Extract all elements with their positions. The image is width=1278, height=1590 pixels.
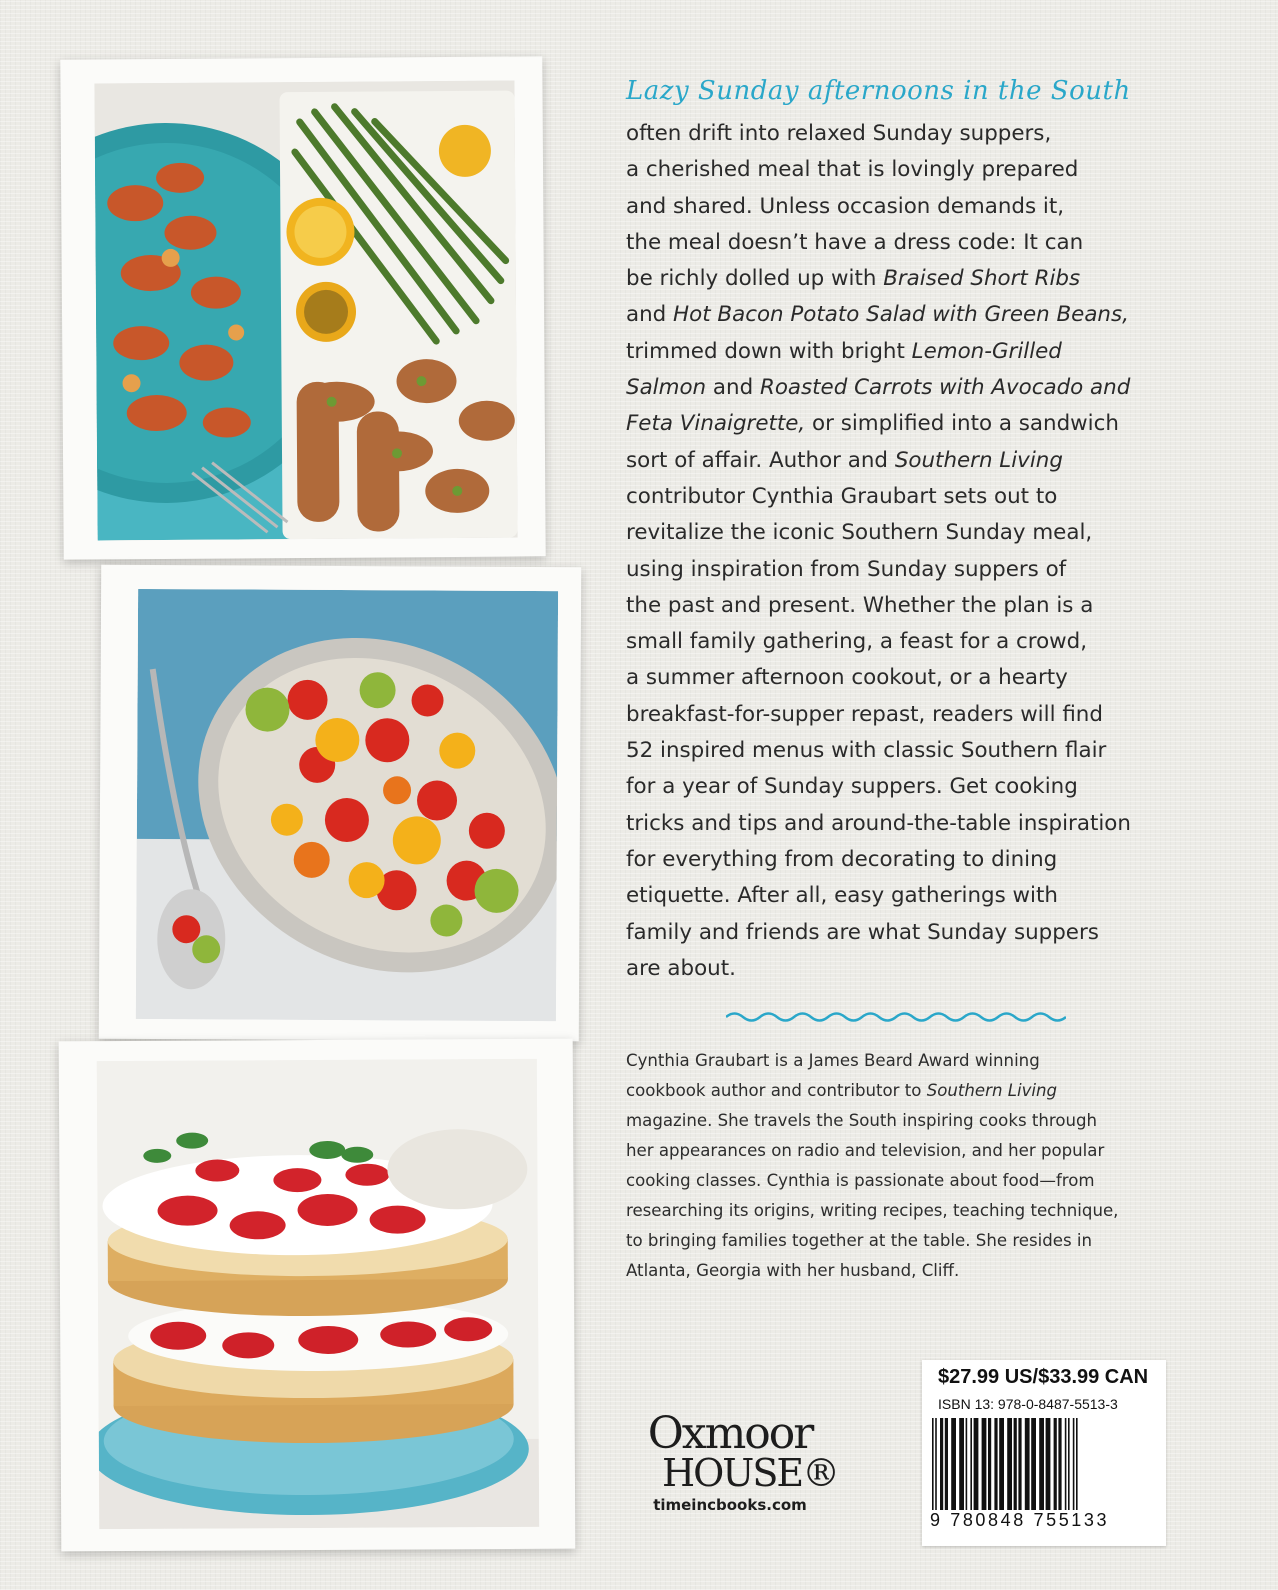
text-segment: trimmed down with bright (626, 338, 912, 364)
grilled-platter-photo (94, 81, 517, 541)
body-copy-line (626, 806, 1246, 842)
body-copy-line (626, 297, 1246, 333)
bio-line (626, 1166, 1186, 1196)
text-segment: for a year of Sunday suppers. Get cooking (626, 774, 1078, 800)
text-segment: using inspiration from Sunday suppers of (626, 556, 1067, 582)
barcode-digits: 9 780848 755133 (930, 1510, 1110, 1530)
barcode-bar (1076, 1418, 1078, 1510)
barcode-bar (1046, 1418, 1051, 1510)
text-segment: and (626, 302, 674, 328)
body-copy-line (626, 552, 1246, 588)
barcode-bar (966, 1418, 968, 1510)
isbn-label: ISBN 13: 978-0-8487-5513-3 (938, 1396, 1118, 1412)
body-copy-line (626, 660, 1246, 696)
author-bio (626, 1046, 1186, 1286)
barcode-bar (935, 1418, 937, 1510)
barcode-bar (982, 1418, 987, 1510)
barcode-bar (988, 1418, 991, 1510)
barcode-bar (1031, 1418, 1036, 1510)
barcode-bar (945, 1418, 948, 1510)
logo-bottom-text: HOUSE® (662, 1451, 839, 1495)
barcode-bar (974, 1418, 979, 1510)
bio-line (626, 1226, 1186, 1256)
italic-title-text: Southern Living (926, 1081, 1058, 1100)
bio-line (626, 1196, 1186, 1226)
barcode-bar (932, 1418, 934, 1510)
text-segment: to bringing families together at the table. She resides in (626, 1231, 1093, 1250)
body-copy-line (626, 261, 1246, 297)
text-segment: sort of affair. Author and (626, 447, 895, 473)
bio-line (626, 1106, 1186, 1136)
body-copy-line (626, 443, 1246, 479)
text-segment: for everything from decorating to dining (626, 846, 1058, 872)
body-copy-line (626, 624, 1246, 660)
barcode-bar (1039, 1418, 1044, 1510)
body-copy-line (626, 878, 1246, 914)
body-copy-line (626, 189, 1246, 225)
barcode-image (930, 1418, 1158, 1514)
barcode-bar (1058, 1418, 1061, 1510)
text-segment: a cherished meal that is lovingly prepared (626, 157, 1079, 183)
text-segment: 52 inspired menus with classic Southern flair (626, 738, 1107, 764)
text-segment: cookbook author and contributor to (626, 1081, 927, 1100)
text-segment: Cynthia Graubart is a James Beard Award winning (626, 1051, 1040, 1070)
barcode-bar (1073, 1418, 1075, 1510)
body-copy-line (626, 733, 1246, 769)
italic-title-text: Hot Bacon Potato Salad with Green Beans, (673, 302, 1129, 328)
text-segment: magazine. She travels the South inspiring cooks through (626, 1111, 1098, 1130)
text-segment: Atlanta, Georgia with her husband, Cliff. (626, 1261, 960, 1280)
photo-frame-tomato-salad (99, 565, 581, 1042)
lead-script-heading: Lazy Sunday afternoons in the South (626, 76, 1131, 106)
barcode-bar (1068, 1418, 1070, 1510)
barcode-bar (1025, 1418, 1030, 1510)
text-segment: and (706, 375, 760, 401)
body-copy-line (626, 370, 1246, 406)
barcode-bar (994, 1418, 997, 1510)
italic-title-text: Salmon (626, 375, 707, 401)
text-segment: a summer afternoon cookout, or a hearty (626, 665, 1068, 691)
barcode-bar (1054, 1418, 1057, 1510)
photo-frame-shortcake (59, 1039, 576, 1552)
body-copy-line (626, 951, 1246, 987)
italic-title-text: Roasted Carrots with Avocado and (759, 375, 1131, 401)
text-segment: family and friends are what Sunday suppers (626, 919, 1099, 945)
italic-title-text: Feta Vinaigrette, (626, 411, 806, 437)
body-copy-line (626, 116, 1246, 152)
barcode-bar (1014, 1418, 1017, 1510)
text-segment: her appearances on radio and television, and her popular (626, 1141, 1105, 1160)
italic-title-text: Braised Short Ribs (883, 266, 1081, 292)
bio-line (626, 1136, 1186, 1166)
text-segment: the past and present. Whether the plan is a (626, 592, 1094, 618)
text-segment: revitalize the iconic Southern Sunday meal, (626, 520, 1093, 546)
text-segment: be richly dolled up with (626, 266, 884, 292)
text-segment: are about. (626, 955, 736, 981)
body-copy-line (626, 588, 1246, 624)
tomato-salad-photo (136, 589, 558, 1021)
body-copy-line (626, 842, 1246, 878)
bio-line (626, 1046, 1186, 1076)
body-copy-line (626, 515, 1246, 551)
body-copy-line (626, 769, 1246, 805)
text-segment: the meal doesn’t have a dress code: It can (626, 229, 1084, 255)
barcode-bar (951, 1418, 956, 1510)
shortcake-photo (97, 1059, 539, 1529)
price-label: $27.99 US/$33.99 CAN (938, 1366, 1149, 1388)
text-segment: tricks and tips and around-the-table inspiration (626, 810, 1131, 836)
body-copy-line (626, 225, 1246, 261)
body-copy-line (626, 334, 1246, 370)
body-copy-line (626, 915, 1246, 951)
text-segment: small family gathering, a feast for a crowd, (626, 629, 1088, 655)
italic-title-text: Southern Living (894, 447, 1063, 473)
publisher-website: timeincbooks.com (653, 1496, 807, 1514)
text-segment: or simplified into a sandwich (805, 411, 1119, 437)
body-copy-line (626, 697, 1246, 733)
barcode-bar (1065, 1418, 1067, 1510)
italic-title-text: Lemon-Grilled (911, 338, 1062, 364)
body-copy (626, 116, 1246, 987)
oxmoor-house-logo (640, 1408, 839, 1495)
barcode-bar (970, 1418, 972, 1510)
barcode-box (922, 1360, 1166, 1546)
body-copy-line (626, 406, 1246, 442)
text-segment: and shared. Unless occasion demands it, (626, 193, 1065, 219)
text-segment: researching its origins, writing recipes, teaching technique, (626, 1201, 1119, 1220)
barcode-bar (1018, 1418, 1021, 1510)
text-segment: etiquette. After all, easy gatherings with (626, 883, 1058, 909)
barcode-bar (999, 1418, 1004, 1510)
wave-divider (726, 1010, 1066, 1024)
barcode-bar (1007, 1418, 1012, 1510)
barcode-bar (959, 1418, 964, 1510)
bio-line (626, 1256, 1186, 1286)
body-copy-line (626, 479, 1246, 515)
logo-top-text: Oxmoor (647, 1408, 813, 1459)
body-copy-line (626, 152, 1246, 188)
text-segment: often drift into relaxed Sunday suppers, (626, 121, 1052, 146)
barcode-bar (940, 1418, 943, 1510)
text-segment: cooking classes. Cynthia is passionate about food—from (626, 1171, 1095, 1190)
photo-frame-grilled-platter (60, 56, 545, 559)
text-segment: breakfast-for-supper repast, readers will find (626, 701, 1103, 727)
text-segment: contributor Cynthia Graubart sets out to (626, 483, 1058, 509)
bio-line (626, 1076, 1186, 1106)
